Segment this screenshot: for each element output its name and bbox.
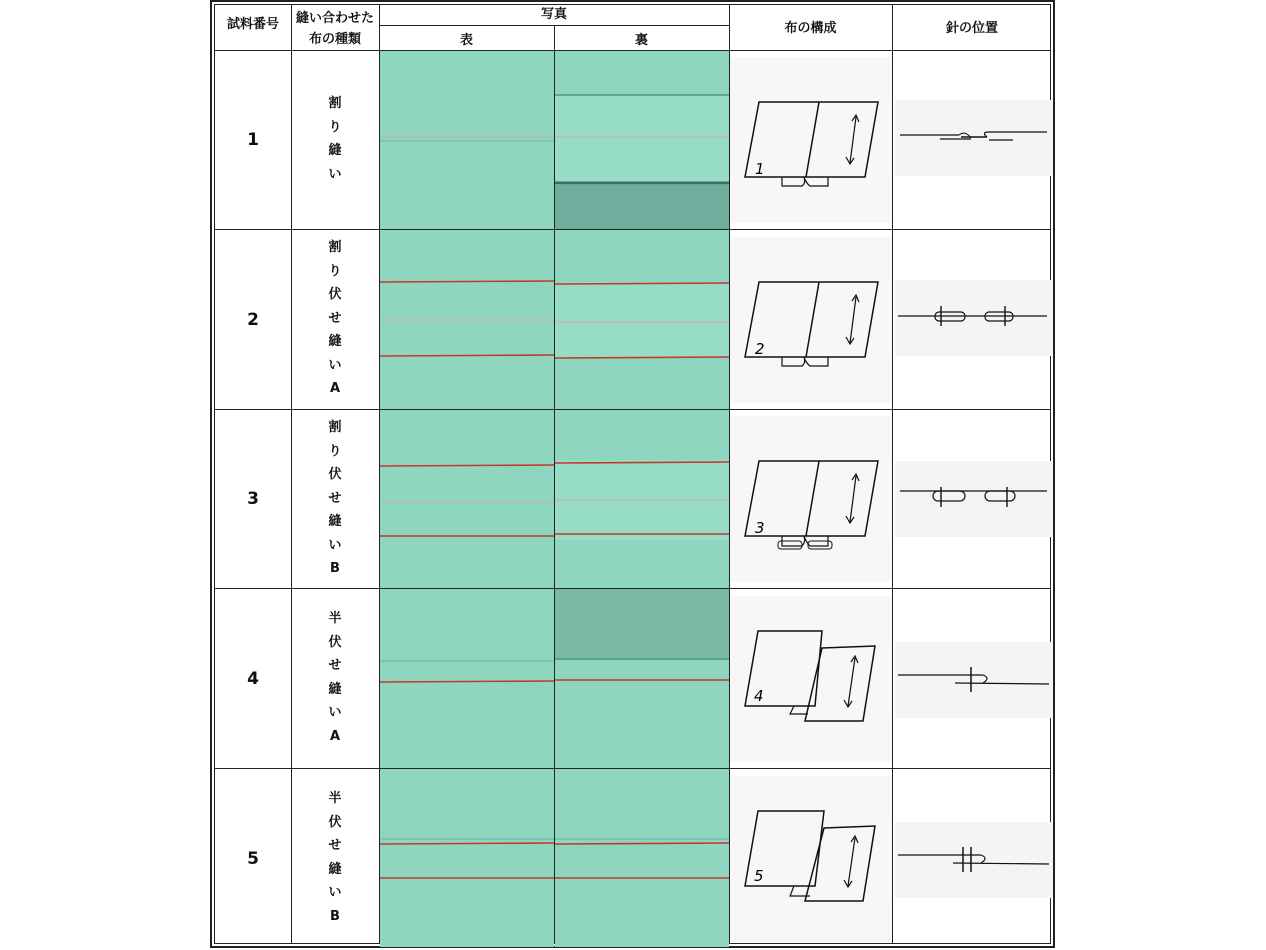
label-char: せ (328, 838, 342, 853)
needle-position-diagram (895, 461, 1053, 537)
label-char: 伏 (328, 467, 342, 482)
fabric-composition-drawing (730, 596, 892, 762)
sample-number: 3 (247, 489, 259, 509)
sample-number: 5 (247, 849, 259, 869)
label-char: せ (328, 310, 342, 326)
label-char: 縫 (328, 861, 342, 877)
fabric-texture (555, 230, 729, 409)
composition-diagram (730, 57, 892, 223)
fabric-texture (555, 410, 729, 588)
label-char: 伏 (328, 634, 342, 650)
label-char: せ (328, 658, 342, 673)
col-divider (892, 5, 893, 943)
sample-number: 4 (247, 669, 259, 689)
photo-front (380, 51, 554, 229)
label-char: り (328, 443, 342, 459)
label-char: 縫 (328, 681, 342, 697)
label-char: い (328, 166, 342, 182)
label-char: 縫 (328, 334, 342, 349)
fabric-type-label (291, 416, 379, 581)
photo-back (555, 589, 729, 768)
fabric-composition-drawing (730, 57, 892, 223)
label-char: せ (328, 490, 342, 506)
fabric-type-label (291, 787, 379, 928)
needle-drawing (895, 822, 1053, 898)
composition-diagram (730, 596, 892, 762)
label-char: 縫 (328, 514, 342, 529)
header-sample-no: 試料番号 (226, 17, 279, 32)
diagram-number: 1 (755, 160, 765, 178)
label-char: 半 (328, 611, 342, 626)
fabric-composition-drawing (730, 776, 892, 942)
photo-back (555, 230, 729, 409)
fabric-texture (555, 51, 729, 229)
header-fabric-type-line2: 布の種類 (308, 32, 361, 47)
photo-back (555, 410, 729, 588)
needle-drawing (895, 100, 1053, 176)
label-char: り (328, 263, 342, 279)
table-inner-border (214, 4, 1051, 944)
label-char: 半 (328, 791, 342, 806)
needle-drawing (895, 280, 1053, 356)
photo-front (380, 410, 554, 588)
photo-back (555, 769, 729, 947)
needle-drawing (895, 642, 1053, 718)
diagram-number: 5 (754, 867, 764, 885)
needle-position-diagram (895, 822, 1053, 898)
fabric-type-label (291, 236, 379, 401)
label-char: 割 (328, 240, 342, 255)
composition-diagram (730, 416, 892, 582)
header-needle-position: 針の位置 (945, 21, 998, 36)
fabric-texture (380, 410, 554, 588)
fabric-texture (555, 589, 729, 768)
header-fabric-type-line1: 縫い合わせた (295, 11, 374, 26)
fabric-texture (555, 769, 729, 947)
label-char: い (328, 537, 342, 553)
seam-sample-table (210, 0, 1055, 948)
header-photo: 写真 (540, 7, 567, 22)
photo-front (380, 589, 554, 768)
label-char: B (330, 561, 340, 576)
fabric-composition-drawing (730, 416, 892, 582)
fabric-composition-drawing (730, 237, 892, 403)
label-char: A (329, 381, 341, 396)
needle-position-diagram (895, 100, 1053, 176)
fabric-type-label (291, 92, 379, 186)
diagram-number: 3 (755, 519, 765, 537)
label-char: り (328, 119, 342, 135)
photo-back (555, 51, 729, 229)
sample-number: 2 (247, 310, 259, 330)
composition-diagram (730, 776, 892, 942)
composition-diagram (730, 237, 892, 403)
fabric-texture (380, 51, 554, 229)
photo-front (380, 769, 554, 947)
fabric-texture (380, 230, 554, 409)
header-back: 裏 (634, 33, 648, 48)
diagram-number: 4 (754, 687, 764, 705)
label-char: 割 (328, 420, 342, 435)
label-char: 縫 (328, 143, 342, 158)
label-char: 伏 (328, 287, 342, 302)
sample-number: 1 (247, 130, 259, 150)
header-front: 表 (459, 33, 473, 48)
label-char: B (330, 908, 340, 924)
label-char: い (328, 357, 342, 373)
label-char: い (328, 885, 342, 900)
label-char: 伏 (328, 814, 342, 830)
needle-position-diagram (895, 642, 1053, 718)
label-char: A (329, 728, 341, 744)
fabric-texture (380, 769, 554, 947)
header-composition: 布の構成 (784, 21, 837, 36)
fabric-texture (380, 589, 554, 768)
needle-position-diagram (895, 280, 1053, 356)
label-char: い (328, 705, 342, 720)
label-char: 割 (328, 96, 342, 111)
diagram-number: 2 (755, 340, 765, 358)
fabric-type-label (291, 607, 379, 748)
needle-drawing (895, 461, 1053, 537)
photo-front (380, 230, 554, 409)
